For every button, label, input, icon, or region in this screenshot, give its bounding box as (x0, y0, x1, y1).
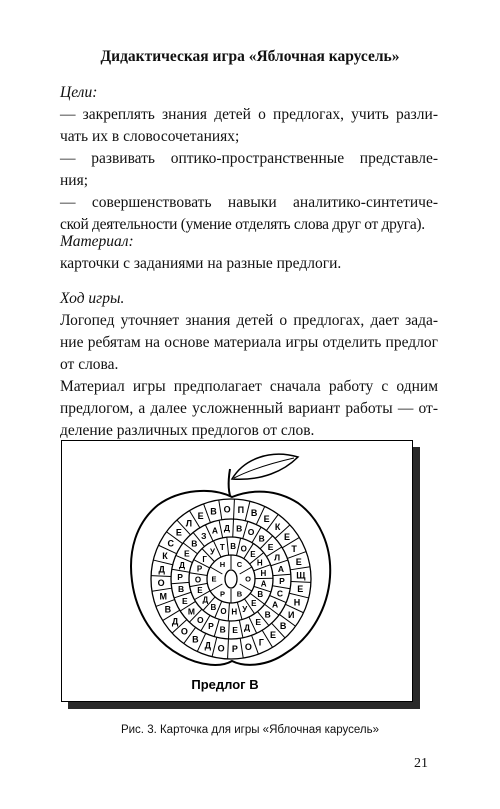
outer-ring-letter: Л (185, 518, 193, 529)
middle-ring-letter: А (277, 563, 285, 574)
middle-ring-letter: С (276, 588, 284, 599)
middle-ring-letter: Е (255, 617, 262, 628)
middle-ring-letter: А (211, 525, 218, 536)
inner-ring-letter: А (260, 579, 267, 589)
middle-ring-letter: Е (267, 541, 274, 552)
middle-ring-letter: Е (184, 548, 190, 559)
outer-ring-letter: В (192, 634, 199, 645)
course-line: от слова. (60, 356, 119, 373)
center-ring-letter: Р (219, 589, 226, 599)
goals-section (60, 82, 438, 236)
goals-line: — закреплять знания детей о предлогах, учить разли- (60, 106, 438, 123)
page-number: 21 (414, 756, 428, 771)
inner-ring-letter: Е (251, 598, 257, 608)
middle-ring-letter: Р (177, 571, 183, 582)
center-ring-letter: В (236, 589, 243, 599)
middle-ring-letter: В (177, 584, 185, 595)
figure-label: Предлог В (191, 677, 259, 692)
middle-ring-letter: Л (274, 552, 281, 563)
outer-ring-letter: Н (293, 597, 301, 608)
center-ring-letter: Е (211, 574, 217, 584)
outer-ring-letter: Е (270, 630, 277, 641)
goals-line: чать их в словосочетаниях; (60, 128, 240, 145)
middle-ring-letter: В (191, 538, 198, 549)
inner-ring-letter: В (230, 541, 237, 551)
course-line: предлогом, а далее усложненный вариант работы — от- (60, 400, 438, 417)
inner-ring-letter: Д (202, 595, 209, 605)
outer-ring-letter: В (279, 620, 287, 631)
goals-line: ской деятельности (умение отделять слова друг от друга). (60, 216, 425, 233)
goals-heading: Цели: (60, 84, 98, 101)
course-line: Материал игры предполагает сначала работу с одним (60, 378, 438, 395)
inner-ring-letter: О (194, 575, 202, 585)
middle-ring-letter: Е (232, 624, 238, 635)
inner-ring-letter: Т (219, 543, 225, 553)
goals-line: ния; (60, 172, 89, 189)
inner-ring-letter: Е (250, 550, 256, 560)
middle-ring-letter: З (201, 530, 207, 541)
apple-leaf (232, 454, 298, 479)
outer-ring-letter: О (157, 578, 165, 589)
center-ring-letter: О (245, 574, 251, 584)
outer-ring-letter: В (250, 508, 258, 519)
middle-ring-letter: В (264, 609, 271, 620)
apple-core (225, 570, 237, 588)
outer-ring-letter: М (159, 591, 167, 602)
outer-ring-letter: И (288, 609, 295, 620)
course-line: деление различных предлогов от слов. (60, 422, 315, 439)
middle-ring-letter: Р (208, 620, 214, 631)
middle-ring-letter: Д (179, 559, 186, 570)
outer-ring-letter: Т (291, 543, 297, 554)
middle-ring-letter: М (187, 606, 195, 617)
outer-ring-letter: В (210, 506, 217, 517)
outer-ring-letter: Д (204, 640, 212, 651)
course-heading: Ход игры. (60, 290, 125, 307)
course-line: ние ребятам на основе материала игры отделить предлог (60, 334, 438, 351)
center-ring-letter: С (236, 559, 243, 569)
inner-ring-letter: О (220, 607, 227, 617)
outer-ring-letter: О (217, 643, 225, 654)
outer-ring-letter: О (223, 504, 231, 515)
apple-carousel-illustration (62, 441, 411, 700)
inner-ring-letter: Н (260, 568, 267, 578)
outer-ring-letter: Д (158, 564, 165, 575)
inner-ring-letter: Г (202, 555, 207, 565)
middle-ring-letter: В (219, 624, 226, 635)
outer-ring-letter: Е (175, 527, 182, 538)
middle-ring-letter: О (196, 614, 204, 625)
inner-ring-letter: Р (196, 564, 203, 574)
page-title: Дидактическая игра «Яблочная карусель» (100, 48, 400, 65)
outer-ring-letter: Е (295, 556, 302, 567)
inner-ring-letter: О (240, 544, 247, 554)
outer-ring-letter: К (162, 551, 168, 562)
center-ring-letter: Н (219, 559, 226, 569)
outer-ring-letter: Щ (296, 570, 306, 581)
middle-ring-letter: О (247, 527, 255, 538)
figure-caption: Рис. 3. Карточка для игры «Яблочная карусель» (120, 724, 380, 736)
material-heading: Материал: (60, 233, 134, 250)
inner-ring-letter: У (242, 604, 248, 614)
outer-ring-letter: Р (231, 644, 238, 655)
inner-ring-letter: У (209, 547, 215, 557)
middle-ring-letter: В (236, 523, 243, 534)
inner-ring-letter: Н (256, 558, 263, 568)
inner-ring-letter: В (257, 590, 264, 600)
inner-ring-letter: Н (231, 607, 238, 617)
course-section (60, 288, 438, 442)
middle-ring-letter: Д (244, 622, 251, 633)
outer-ring-letter: Г (258, 637, 264, 648)
goals-line: — совершенствовать навыки аналитико-синтетиче- (60, 194, 438, 211)
inner-ring-letter: Е (197, 586, 203, 596)
middle-ring-letter: Р (279, 576, 285, 587)
material-section (60, 231, 438, 275)
inner-ring-letter: В (210, 602, 217, 612)
outer-ring-letter: Д (171, 616, 179, 627)
middle-ring-letter: В (258, 533, 265, 544)
outer-ring-letter: Е (197, 511, 204, 522)
outer-ring-letter: Е (283, 532, 290, 543)
outer-ring-letter: О (180, 626, 188, 637)
outer-ring-letter: П (237, 504, 245, 515)
outer-ring-letter: С (167, 538, 174, 549)
outer-ring-letter: Е (297, 584, 304, 595)
middle-ring-letter: Д (223, 523, 230, 534)
material-line: карточки с заданиями на разные предлоги. (60, 255, 342, 272)
course-line: Логопед уточняет знания детей о предлогах, дает зада- (60, 312, 438, 329)
outer-ring-letter: К (274, 522, 281, 533)
outer-ring-letter: О (244, 642, 252, 653)
middle-ring-letter: А (272, 599, 279, 610)
goals-line: — развивать оптико-пространственные представле- (60, 150, 438, 167)
middle-ring-letter: Е (182, 595, 188, 606)
apple-carousel-figure (61, 440, 413, 702)
outer-ring-letter: Е (263, 513, 270, 524)
outer-ring-letter: В (164, 604, 172, 615)
